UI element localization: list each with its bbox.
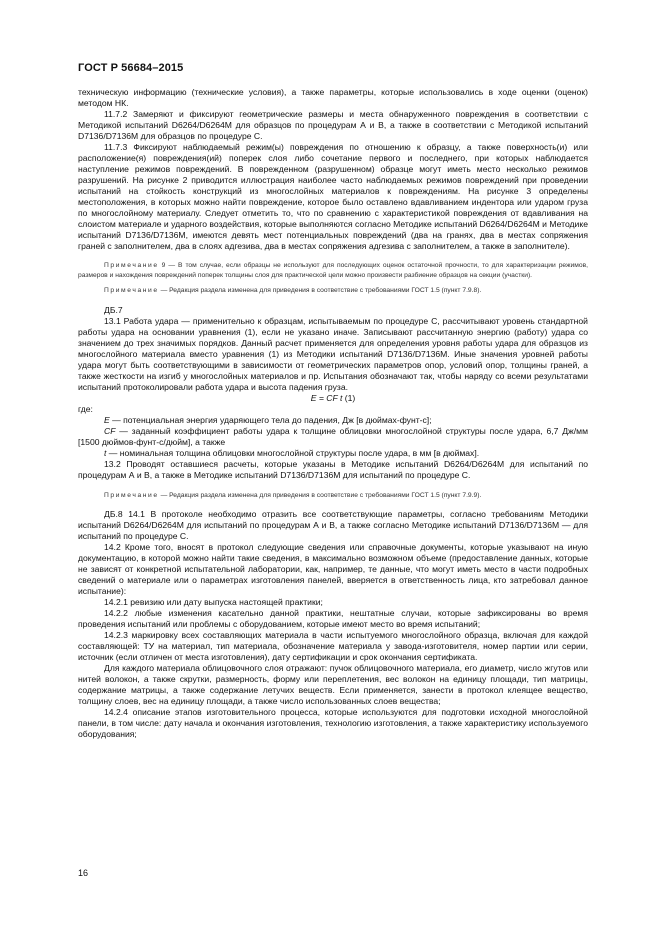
- equation-formula: E = CF t: [310, 392, 343, 403]
- definition-text: — заданный коэффициент работы удара к толщине облицовки многослойной структуры после удара, 6,7 Дж/мм [1500 дюймов-фунт-с/дюйм], а также: [78, 425, 588, 447]
- paragraph: 13.1 Работа удара — применительно к образцам, испытываемым по процедуре С, рассчитывают уровень стандартной работы удара на основании уравнения (1), если не указано иначе. Записывают рассчитанную энергию (работу) удара со значением до трех значимых порядков. Данный расчет применяется для определения уровня работы удара для образцов из многослойного материала вместо уравнения (1) из Методики испытаний D7136/D7136M. Иные значения уровней работы удара могут быть соответствующими в зависимости от геометрических параметров опор, условий опор, толщины граней, а также жесткости на изгиб у многослойных материалов и пр. Испытания обозначают так, чтобы наряду со всеми результатами испытаний протоколировали работа удара и высота падения груза.: [78, 315, 588, 392]
- paragraph: 14.2 Кроме того, вносят в протокол следующие сведения или справочные документы, которые указывают на иную документацию, в которой можно найти такие сведения, в максимально возможном объеме (предоставление данных, которые не зависят от конкретной испытательной лаборатории, как, например, те данные, что могут иметь место в части подробных сведений о материале или о параметрах изготовления панелей, вверяется в ответственность лица, кто затребовал данное испытание):: [78, 542, 588, 596]
- paragraph: 11.7.2 Замеряют и фиксируют геометрические размеры и места обнаруженного повреждения в соответствии с Методикой испытаний D6264/D6264M для образцов по процедурам А и В, а также в соответствии с Методикой испытаний D7136/D7136M для образцов по процедуре С.: [78, 109, 588, 141]
- paragraph: 14.2.1 ревизию или дату выпуска настоящей практики;: [104, 597, 323, 607]
- equation: [78, 393, 588, 404]
- note-label: Примечание: [104, 491, 159, 499]
- note: [78, 286, 588, 296]
- note-text: — Редакция раздела изменена для приведения в соответствие с требованиями ГОСТ 1.5 (пункт 7.9.8).: [158, 287, 482, 294]
- paragraph: 14.2.4 описание этапов изготовительного процесса, которые используются для подготовки исходной многослойной панели, в том числе: дату начала и окончания изготовления, технологию изготовления, а также характеристику используемого оборудования;: [78, 707, 588, 739]
- paragraph: 13.2 Проводят оставшиеся расчеты, которые указаны в Методике испытаний D6264/D6264M для испытаний по процедурам А и В, а также в Методике испытаний D7136/D7136M для испытаний по процедуре С.: [78, 458, 588, 480]
- document-header: ГОСТ Р 56684–2015: [78, 62, 184, 74]
- page-number: 16: [78, 868, 89, 878]
- note-label: Примечание: [104, 287, 159, 294]
- definition-text: — номинальная толщина облицовки многослойной структуры после удара, в мм [в дюймах].: [106, 447, 480, 458]
- note-text: 9 — В том случае, если образцы не используют для последующих оценок остаточной прочности, то для характеризации режимов, размеров и нахождения повреждений поперек толщины слоя для практической цели можно произвести разбиение образцов на секции (участки).: [78, 262, 588, 279]
- definition: [78, 448, 588, 459]
- note: [78, 261, 588, 280]
- paragraph: 11.7.3 Фиксируют наблюдаемый режим(ы) повреждения по отношению к образцу, а также поверхность(и) или расположение(я) повреждения(ий) поперек слоя либо сочетание первого и последнего, при которых наблюдается наступление режимов повреждений. В поврежденном (разрушенном) образце могут иметь место несколько режимов разрушений. На рисунке 2 приводится иллюстрация наиболее часто наблюдаемых режимов повреждений при проведении испытаний на стойкость конструкций из многослойных материалов к повреждениям. На рисунке 3 определены местоположения, в которых можно найти повреждение, которое было оставлено вдавливанием индентора или ударом груза по многослойному материалу. Следует отметить то, что по сравнению с характеристикой повреждения от вдавливания на слоистом материале и ударного воздействия, которые выполняются согласно Методике испытаний D6264/D6264M и Методике испытаний D7136/D7136M, имеются девять мест потенциальных повреждений (два на гранях, два в местах сопряжения граней с заполнителем, два в слоях адгезива, два в местах сопряжения адгезива с заполнителем, а также в заполнителе).: [78, 142, 588, 251]
- definition: [78, 415, 588, 426]
- document-body: [78, 87, 588, 740]
- equation-number: (1): [344, 392, 356, 403]
- paragraph: Для каждого материала облицовочного слоя отражают: пучок облицовочного материала, его диаметр, число жгутов или нитей волокон, а также скрутки, размерность, форму или переплетения, вес волокон на единицу площади, тип матрицы, содержание матрицы, а также содержание летучих веществ. Если применяется, занести в протокол клеящее вещество, толщину слоев, вес на единицу площади, а также число использованных слоев вещества;: [78, 663, 588, 706]
- definition-text: — потенциальная энергия ударяющего тела до падения, Дж [в дюймах-фунт-с];: [109, 414, 432, 425]
- note-text: — Редакция раздела изменена для приведения в соответствие с требованиями ГОСТ 1.5 (пункт 7.9.9).: [158, 491, 482, 499]
- definition-symbol: t: [104, 447, 107, 458]
- paragraph: 14.2.2 любые изменения касательно данной практики, нештатные случаи, которые зафиксированы во время проведения испытаний или проблемы с оборудованием, которые имеют место во время испытаний;: [78, 608, 588, 629]
- paragraph: техническую информацию (технические условия), а также параметры, которые использовались в ходе оценки (оценок) методом НК.: [78, 87, 588, 108]
- definition: [78, 426, 588, 448]
- section-label: ДБ.7: [104, 304, 123, 315]
- note: [78, 491, 588, 501]
- note-label: Примечание: [104, 262, 159, 269]
- paragraph: 14.2.3 маркировку всех составляющих материала в части испытуемого многослойного образца, включая для каждой составляющей: ТУ на материал, тип материала, обозначение материала у завода-изготовителя, номер партии или серии, источник (если отличен от места изготовления), дату сертификации и срок окончания сертификата.: [78, 630, 588, 662]
- definition-symbol: CF: [104, 425, 116, 436]
- paragraph: ДБ.8 14.1 В протоколе необходимо отразить все соответствующие параметры, согласно требованиям Методики испытаний D6264/D6264M для испытаний по процедурам А и В, а также согласно Методике испытаний D7136/D7136M — для испытаний по процедуре С.: [78, 509, 588, 541]
- where-label: где:: [78, 403, 93, 414]
- definition-symbol: E: [104, 414, 110, 425]
